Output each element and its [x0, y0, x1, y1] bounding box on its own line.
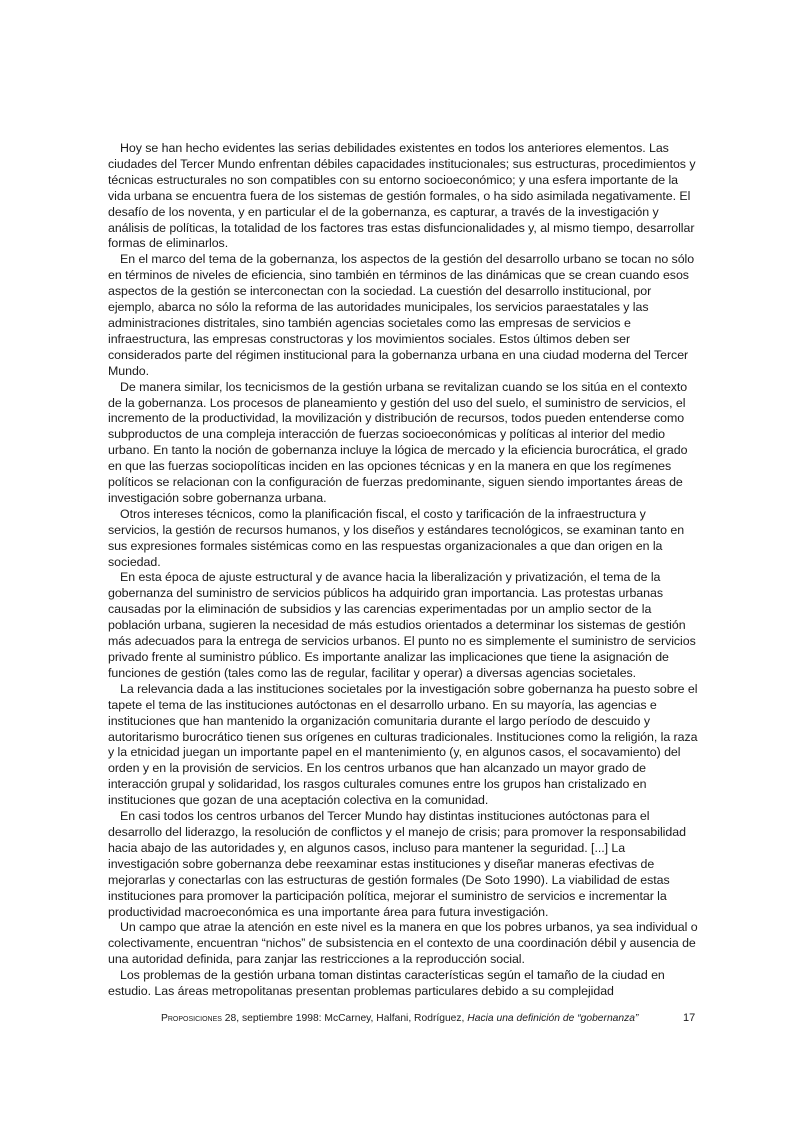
footer-citation: 28, septiembre 1998: McCarney, Halfani, Rodríguez, [221, 1013, 468, 1024]
paragraph: Otros intereses técnicos, como la planificación fiscal, el costo y tarificación de la infraestructura y servicios, la gestión de recursos humanos, y los diseños y estándares tecnológicos, se examinan tanto en sus expresiones formales sistémicas como en las respuestas organizacionales a que dan origen en la sociedad. [108, 506, 685, 569]
paragraph: La relevancia dada a las instituciones societales por la investigación sobre gobernanza ha puesto sobre el tapete el tema de las instituciones autóctonas en el desarrollo urbano. En su mayoría, las agencias e instituciones que han mantenido la organización comunitaria durante el largo período de descuido y autoritarismo burocrático tienen sus orígenes en culturas tradicionales. Instituciones como la religión, la raza y la etnicidad juegan un importante papel en el mantenimiento (y, en algunos casos, el socavamiento) del orden y en la provisión de servicios. En los centros urbanos que han alcanzado un mayor grado de interacción grupal y solidaridad, los rasgos culturales comunes entre los grupos han cristalizado en instituciones que gozan de una aceptación colectiva en la comunidad. [108, 681, 698, 808]
paragraph: Hoy se han hecho evidentes las serias debilidades existentes en todos los anteriores elementos. Las ciudades del Tercer Mundo enfrentan débiles capacidades institucionales; sus estructuras, procedimientos y técnicas estructurales no son compatibles con su entorno socioeconómico; y una esfera importante de la vida urbana se encuentra fuera de los sistemas de gestión formales, o ha sido asimilada negativamente. El desafío de los noventa, y en particular el de la gobernanza, es capturar, a través de la investigación y análisis de políticas, la totalidad de los factores tras estas disfuncionalidades y, al mismo tiempo, desarrollar formas de eliminarlos. [108, 141, 696, 251]
body-text [108, 141, 698, 1000]
paragraph: Los problemas de la gestión urbana toman distintas características según el tamaño de la ciudad en estudio. Las áreas metropolitanas presentan problemas particulares debido a su complejidad [108, 968, 665, 999]
paragraph: De manera similar, los tecnicismos de la gestión urbana se revitalizan cuando se los sitúa en el contexto de la gobernanza. Los procesos de planeamiento y gestión del uso del suelo, el suministro de servicios, el incremento de la productividad, la movilización y distribución de recursos, todos pueden entenderse como subproductos de una compleja interacción de fuerzas socioeconómicas y políticas al interior del medio urbano. En tanto la noción de gobernanza incluye la lógica de mercado y la eficiencia burocrática, el grado en que las fuerzas sociopolíticas inciden en las opciones técnicas y en la manera en que los regímenes políticos se relacionan con la configuración de fuerzas predominante, siguen siendo importantes áreas de investigación sobre gobernanza urbana. [108, 379, 688, 505]
journal-name: Proposiciones [161, 1013, 222, 1024]
article-title: Hacia una definición de “gobernanza” [467, 1013, 639, 1024]
page-number: 17 [683, 1012, 696, 1024]
paragraph: En esta época de ajuste estructural y de avance hacia la liberalización y privatización, el tema de la gobernanza del suministro de servicios públicos ha adquirido gran importancia. Las protestas urbanas causadas por la eliminación de subsidios y las carencias experimentadas por un amplio sector de la población urbana, sugieren la necesidad de más estudios orientados a determinar los sistemas de gestión más adecuados para la entrega de servicios urbanos. El punto no es simplemente el suministro de servicios privado frente al suministro público. Es importante analizar las implicaciones que tiene la asignación de funciones de gestión (tales como las de regular, facilitar y operar) a diversas agencias societales. [108, 570, 696, 680]
paragraph: Un campo que atrae la atención en este nivel es la manera en que los pobres urbanos, ya sea individual o colectivamente, encuentran “nichos” de subsistencia en el contexto de una coordinación débil y ausencia de una autoridad definida, para zanjar las restricciones a la reproducción social. [108, 920, 698, 967]
paragraph: En casi todos los centros urbanos del Tercer Mundo hay distintas instituciones autóctonas para el desarrollo del liderazgo, la resolución de conflictos y el manejo de crisis; para promover la responsabilidad hacia abajo de las autoridades y, en algunos casos, incluso para mantener la seguridad. [...] La investigación sobre gobernanza debe reexaminar estas instituciones y diseñar maneras efectivas de mejorarlas y conectarlas con las estructuras de gestión formales (De Soto 1990). La viabilidad de estas instituciones para promover la participación política, mejorar el suministro de servicios e incrementar la productividad macroeconómica es una importante área para futura investigación. [108, 809, 686, 919]
page-footer [161, 1012, 681, 1025]
paragraph: En el marco del tema de la gobernanza, los aspectos de la gestión del desarrollo urbano se tocan no sólo en términos de niveles de eficiencia, sino también en términos de las dinámicas que se crean cuando esos aspectos de la gestión se interconectan con la sociedad. La cuestión del desarrollo institucional, por ejemplo, abarca no sólo la reforma de las autoridades municipales, los servicios paraestatales y las administraciones distritales, sino también agencias societales como las empresas de servicios e infraestructura, las empresas constructoras y los movimientos sociales. Estos últimos deben ser considerados parte del régimen institucional para la gobernanza urbana en una ciudad moderna del Tercer Mundo. [108, 252, 695, 378]
